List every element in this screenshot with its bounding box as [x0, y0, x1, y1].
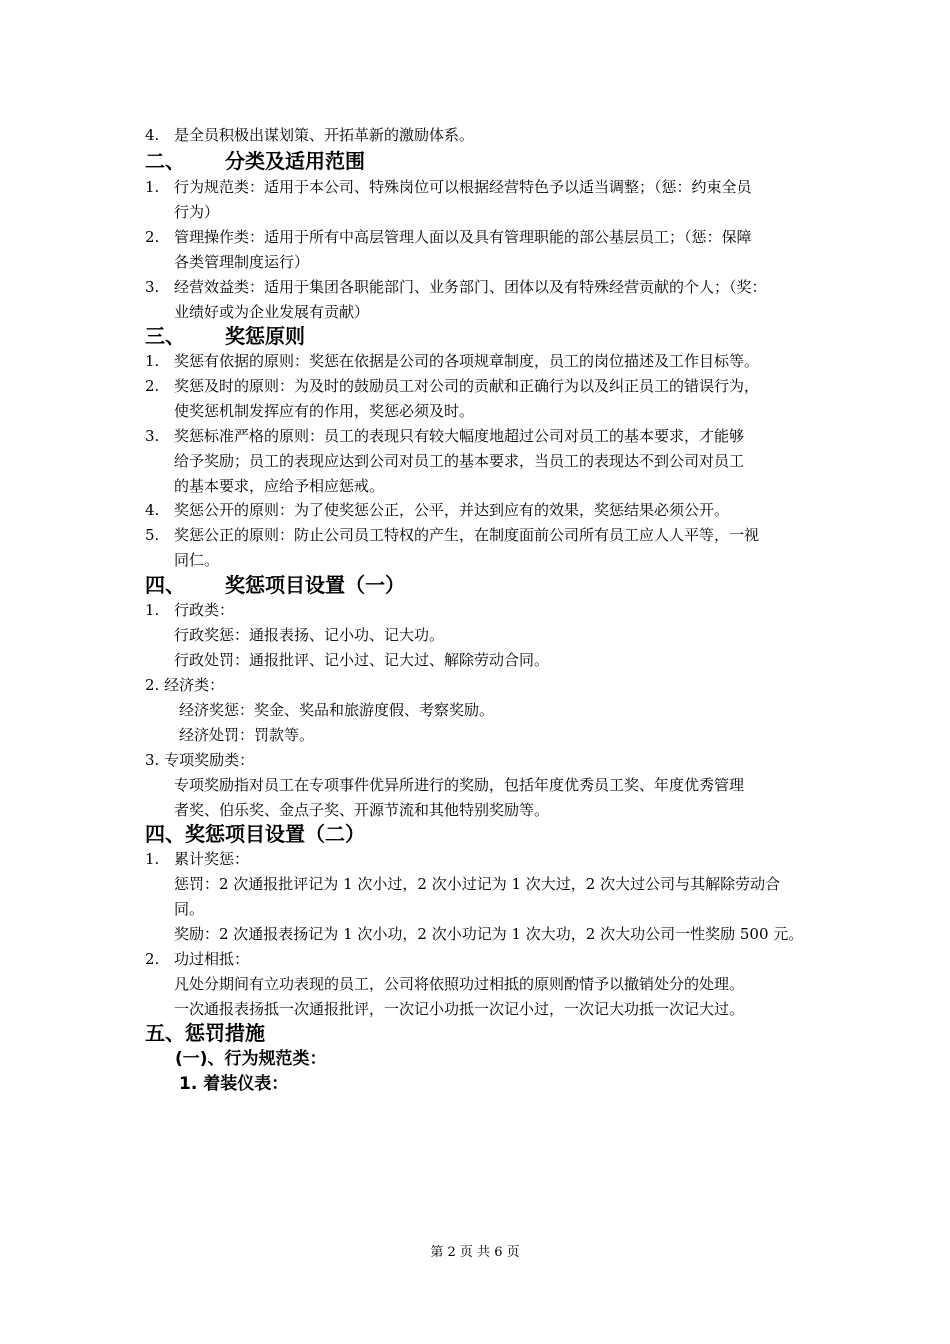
list-item-text-cont: 行政处罚：通报批评、记小过、记大过、解除劳动合同。 — [174, 651, 550, 669]
section-heading-3 — [145, 322, 305, 350]
list-item-text: 管理操作类：适用于所有中高层管理人面以及具有管理职能的部公基层员工；（惩：保障 — [174, 228, 752, 246]
list-number: 1. — [145, 178, 160, 196]
list-number: 1. — [145, 601, 160, 619]
list-item-text: 累计奖惩： — [174, 850, 250, 868]
list-item-text: 奖惩及时的原则：为及时的鼓励员工对公司的贡献和正确行为以及纠正员工的错误行为， — [174, 377, 760, 395]
list-item-text-cont: 惩罚：2 次通报批评记为 1 次小过，2 次小过记为 1 次大过，2 次大过公司与其解除劳动合 — [174, 875, 781, 893]
list-number: 2. — [145, 228, 160, 246]
page-footer: 第 2 页 共 6 页 — [430, 1245, 520, 1260]
section-title: 奖惩项目设置（一） — [225, 573, 405, 597]
list-number: 3. — [145, 278, 160, 296]
section-title: 分类及适用范围 — [225, 149, 365, 173]
list-item-text-cont: 的基本要求，应给予相应惩戒。 — [174, 477, 385, 495]
list-item-text-cont: 一次通报表扬抵一次通报批评，一次记小功抵一次记小过，一次记大功抵一次记大过。 — [174, 1000, 745, 1018]
list-item-text-cont: 各类管理制度运行） — [174, 253, 310, 271]
list-number: 4. — [145, 126, 160, 144]
list-number: 5. — [145, 526, 160, 544]
list-item-text-cont: 同仁。 — [174, 551, 220, 569]
list-item-text-cont: 专项奖励指对员工在专项事件优异所进行的奖励，包括年度优秀员工奖、年度优秀管理 — [174, 776, 745, 794]
list-item-text: 奖惩有依据的原则：奖惩在依据是公司的各项规章制度，员工的岗位描述及工作目标等。 — [174, 352, 760, 370]
section-heading-4a — [145, 571, 405, 599]
subsection-heading: (一)、行为规范类： — [175, 1049, 327, 1069]
list-item-text-cont: 行为） — [174, 203, 220, 221]
list-item-text-cont: 业绩好或为企业发展有贡献） — [174, 303, 370, 321]
section-number: 四、 — [145, 573, 185, 597]
section-heading-4b: 四、奖惩项目设置（二） — [145, 822, 365, 846]
section-heading-2 — [145, 147, 365, 175]
section-number: 三、 — [145, 324, 185, 348]
list-item-text-cont: 经济奖惩：奖金、奖品和旅游度假、考察奖励。 — [179, 701, 495, 719]
list-number: 1. — [145, 352, 160, 370]
list-item-text-cont: 给予奖励；员工的表现应达到公司对员工的基本要求，当员工的表现达不到公司对员工 — [174, 452, 745, 470]
list-item-text-cont: 凡处分期间有立功表现的员工，公司将依照功过相抵的原则酌情予以撤销处分的处理。 — [174, 975, 745, 993]
list-item-text-cont: 者奖、伯乐奖、金点子奖、开源节流和其他特别奖励等。 — [174, 801, 550, 819]
section-heading-5: 五、惩罚措施 — [145, 1021, 265, 1045]
list-item-text: 行为规范类：适用于本公司、特殊岗位可以根据经营特色予以适当调整；（惩：约束全员 — [174, 178, 752, 196]
list-number: 1. — [145, 850, 160, 868]
list-number: 3. — [145, 427, 160, 445]
list-item-text-cont: 行政奖惩：通报表扬、记小功、记大功。 — [174, 626, 445, 644]
list-item-text: 奖惩公开的原则：为了使奖惩公正，公平，并达到应有的效果，奖惩结果必须公开。 — [174, 501, 730, 519]
subsubsection-heading: 1. 着装仪表： — [179, 1074, 289, 1094]
list-item-text: 经营效益类：适用于集团各职能部门、业务部门、团体以及有特殊经营贡献的个人；（奖： — [174, 278, 767, 296]
list-item-text-cont: 奖励：2 次通报表扬记为 1 次小功，2 次小功记为 1 次大功，2 次大功公司一性奖励 500 元。 — [174, 925, 804, 943]
section-number: 二、 — [145, 149, 185, 173]
list-number: 4. — [145, 501, 160, 519]
list-number: 2. — [145, 377, 160, 395]
list-item-text-cont: 同。 — [174, 900, 205, 918]
list-item-text-cont: 经济处罚：罚款等。 — [179, 726, 315, 744]
list-item-text: 是全员积极出谋划策、开拓革新的激励体系。 — [174, 126, 475, 144]
list-number: 2. — [145, 950, 160, 968]
list-item-text: 3. 专项奖励类： — [145, 751, 255, 769]
list-item-text: 行政类： — [174, 601, 235, 619]
list-item-text: 2. 经济类： — [145, 676, 225, 694]
list-item-text: 功过相抵： — [174, 950, 250, 968]
list-item-text: 奖惩公正的原则：防止公司员工特权的产生，在制度面前公司所有员工应人人平等，一视 — [174, 526, 760, 544]
list-item-text: 奖惩标准严格的原则：员工的表现只有较大幅度地超过公司对员工的基本要求，才能够 — [174, 427, 745, 445]
section-title: 奖惩原则 — [225, 324, 305, 348]
list-item-text-cont: 使奖惩机制发挥应有的作用，奖惩必须及时。 — [174, 402, 475, 420]
